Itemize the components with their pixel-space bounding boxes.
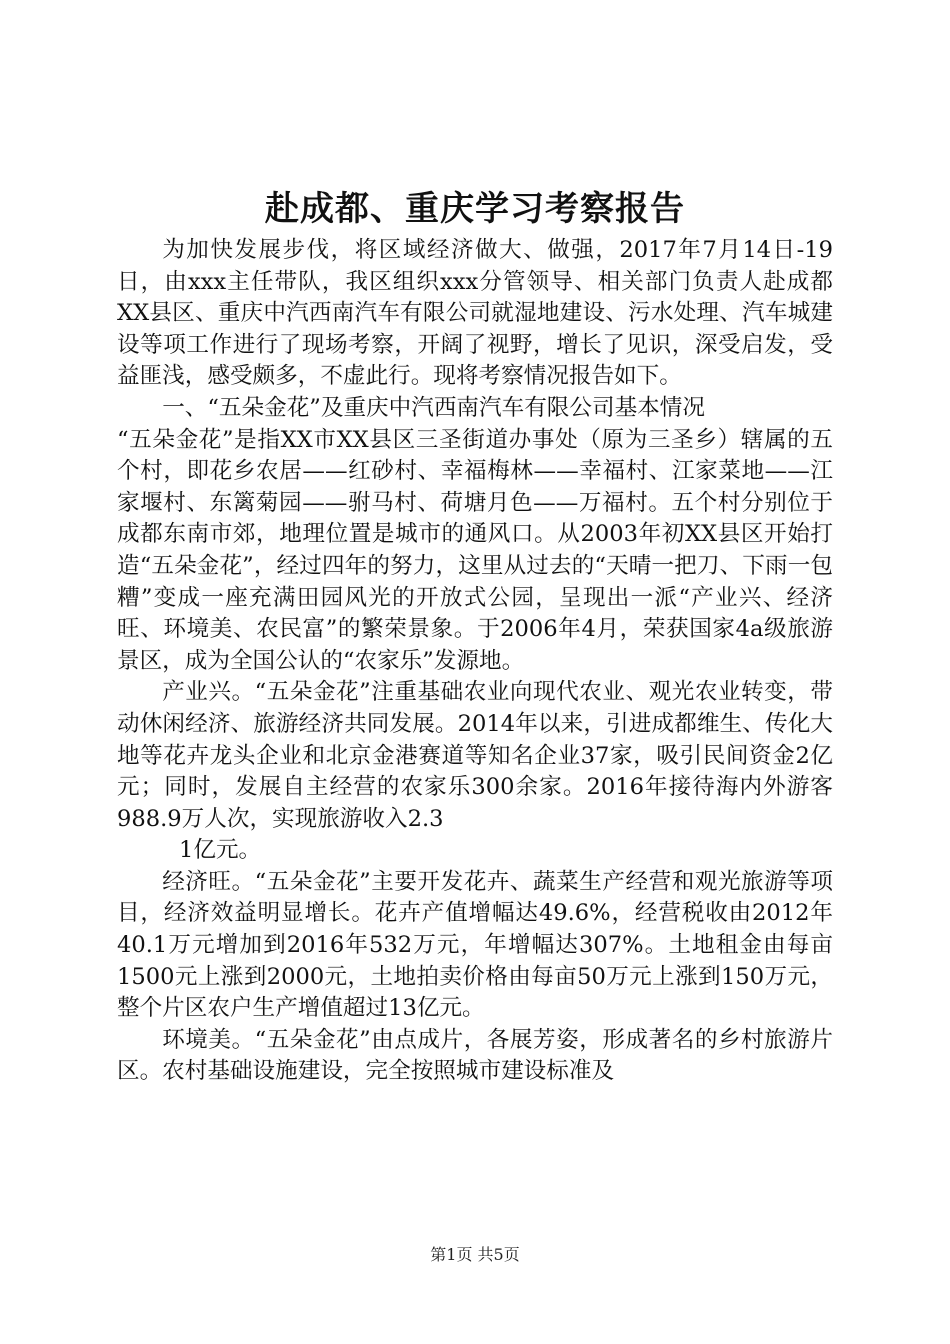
paragraph-five-golden-flowers: “五朵金花”是指XX市XX县区三圣街道办事处（原为三圣乡）辖属的五个村，即花乡农居——红砂村、幸福梅林——幸福村、江家菜地——江家堰村、东篱菊园——驸马村、荷塘月色——万福村。五个村分别位于成都东南市郊，地理位置是城市的通风口。从2003年初XX县区开始打造“五朵金花”，经过四年的努力，这里从过去的“天晴一把刀、下雨一包糟”变成一座充满田园风光的开放式公园，呈现出一派“产业兴、经济旺、环境美、农民富”的繁荣景象。于2006年4月，荣获国家4a级旅游景区，成为全国公认的“农家乐”发源地。 [117, 426, 833, 674]
section-heading-1: 一、“五朵金花”及重庆中汽西南汽车有限公司基本情况 [162, 394, 705, 421]
document-body [117, 235, 833, 1088]
paragraph-environment: 环境美。“五朵金花”由点成片，各展芳姿，形成著名的乡村旅游片区。农村基础设施建设，完全按照城市建设标准及 [117, 1026, 833, 1085]
document-title: 赴成都、重庆学习考察报告 [265, 189, 685, 229]
paragraph-intro: 为加快发展步伐，将区域经济做大、做强，2017年7月14日-19日，由xxx主任带队，我区组织xxx分管领导、相关部门负责人赴成都XX县区、重庆中汽西南汽车有限公司就湿地建设、污水处理、汽车城建设等项工作进行了现场考察，开阔了视野，增长了见识，深受启发，受益匪浅，感受颇多，不虚此行。现将考察情况报告如下。 [117, 237, 833, 390]
paragraph-economy: 经济旺。“五朵金花”主要开发花卉、蔬菜生产经营和观光旅游等项目，经济效益明显增长。花卉产值增幅达49.6%，经营税收由2012年40.1万元增加到2016年532万元，年增幅达307%。土地租金由每亩1500元上涨到2000元，土地拍卖价格由每亩50万元上涨到150万元，整个片区农户生产增值超过13亿元。 [117, 868, 833, 1022]
paragraph-industry: 产业兴。“五朵金花”注重基础农业向现代农业、观光农业转变，带动休闲经济、旅游经济共同发展。2014年以来，引进成都维生、传化大地等花卉龙头企业和北京金港赛道等知名企业37家，吸引民间资金2亿元；同时，发展自主经营的农家乐300余家。2016年接待海内外游客988.9万人次，实现旅游收入2.3 [117, 679, 833, 832]
page-footer: 第1页 共5页 [430, 1245, 520, 1264]
paragraph-industry-continued: 1亿元。 [179, 837, 262, 864]
